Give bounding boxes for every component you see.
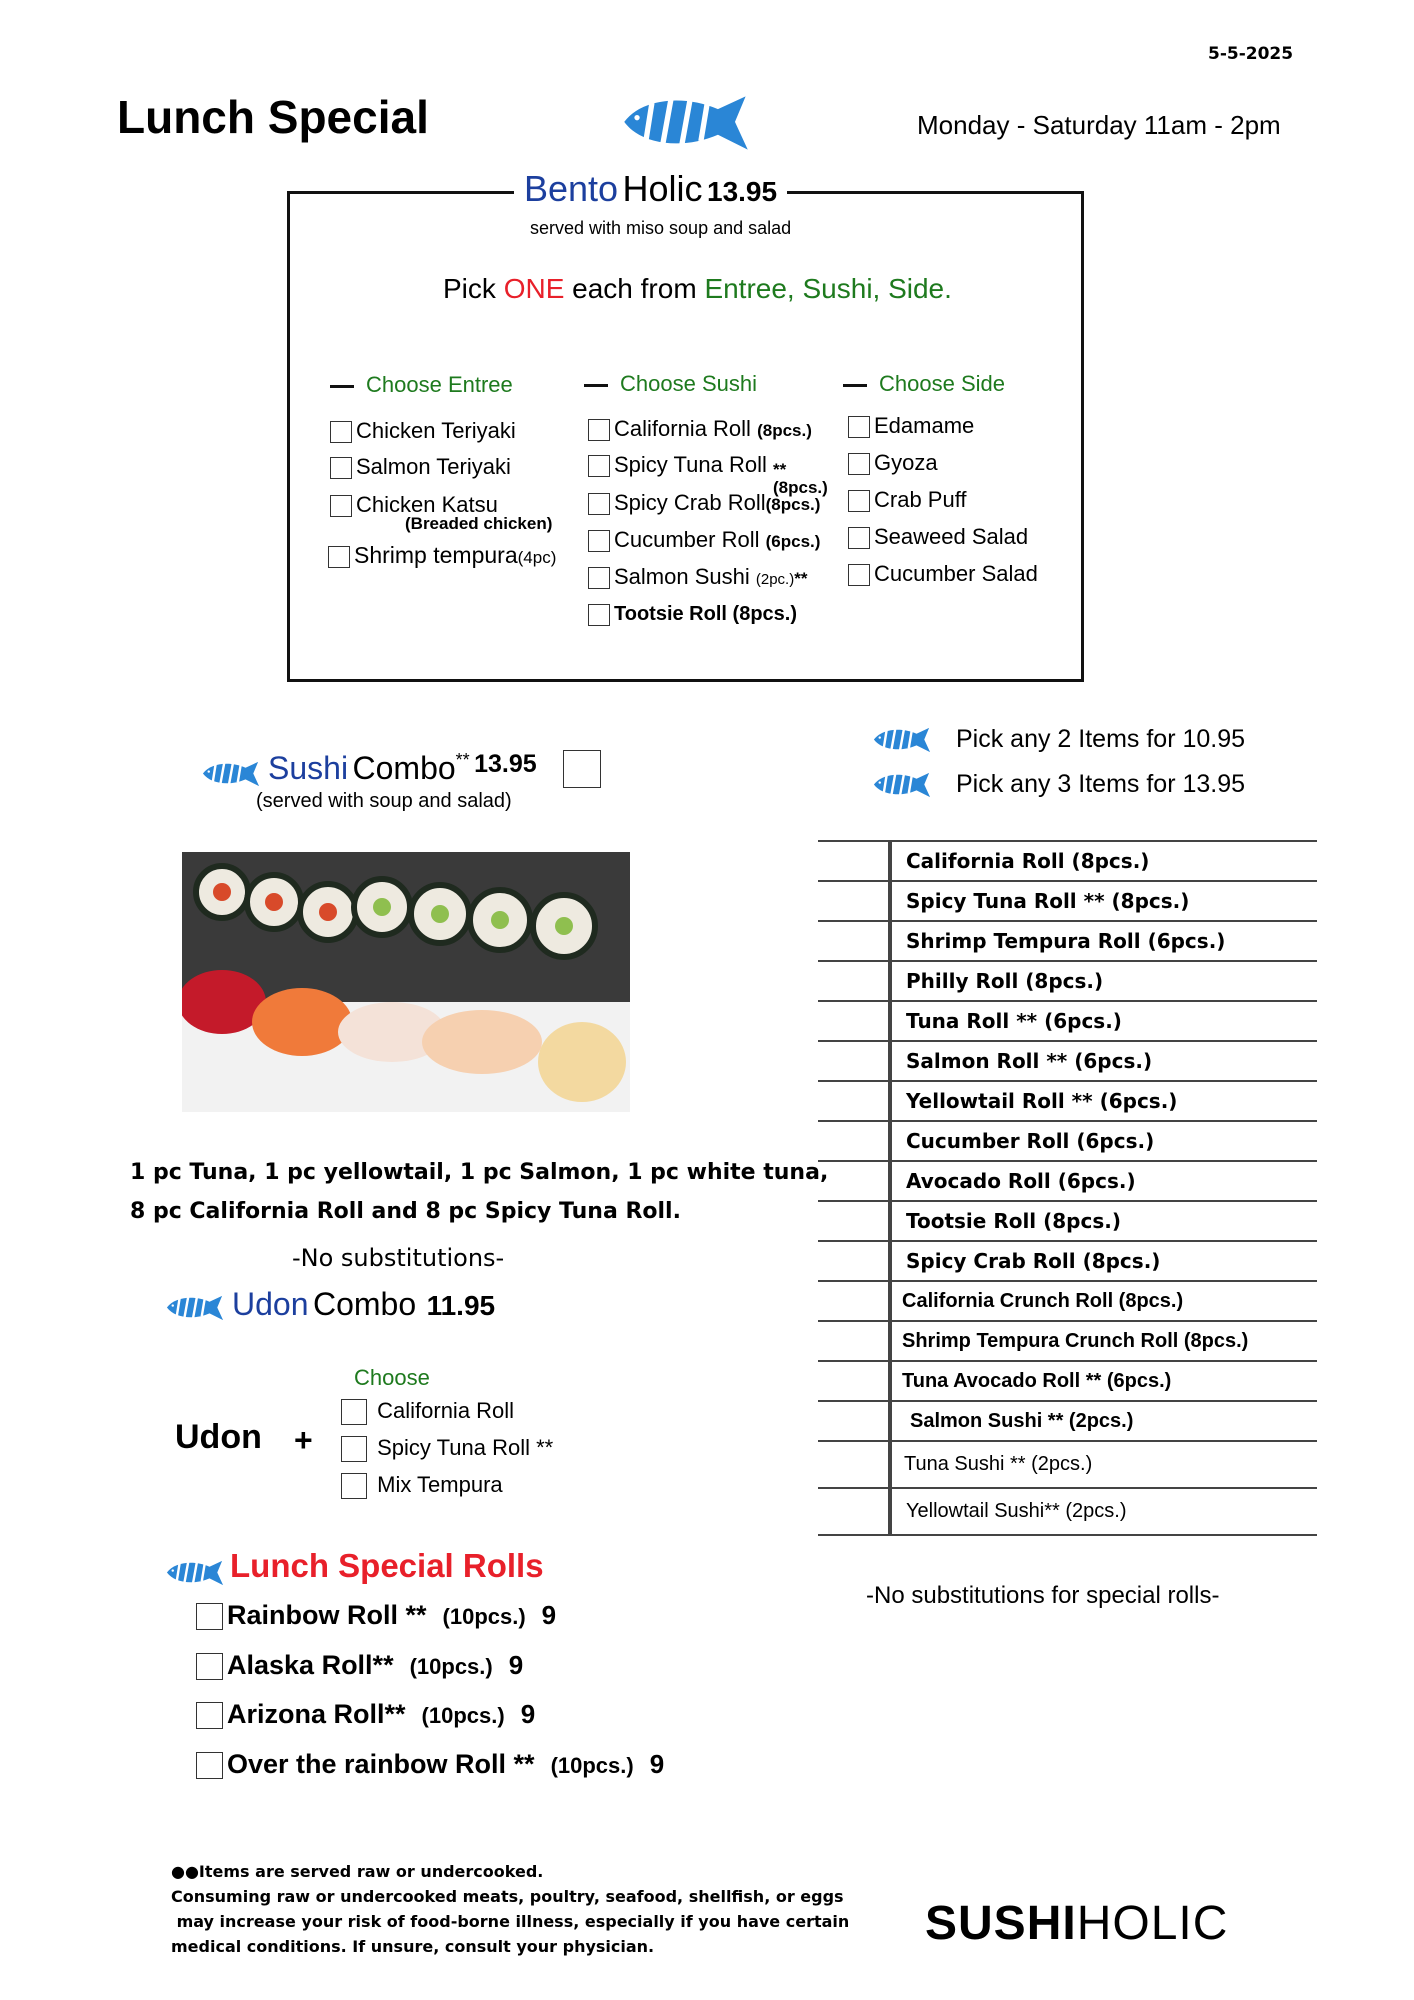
sushi-combo-title xyxy=(268,750,537,787)
fish-icon xyxy=(871,770,933,800)
checkbox-icon[interactable] xyxy=(196,1653,223,1680)
table-cell: Cucumber Roll (6pcs.) xyxy=(890,1121,1317,1161)
entree-heading: Choose Entree xyxy=(330,372,513,398)
disclaimer-line: Consuming raw or undercooked meats, poultry, seafood, shellfish, or eggs xyxy=(171,1887,844,1906)
sushi-combo-price: 13.95 xyxy=(474,750,537,778)
checkbox-icon[interactable] xyxy=(330,495,352,517)
page-title: Lunch Special xyxy=(117,91,429,143)
side-option[interactable]: Edamame xyxy=(848,413,974,439)
table-row[interactable] xyxy=(818,921,1317,961)
side-heading: Choose Side xyxy=(843,371,1005,397)
no-substitutions-special: -No substitutions for special rolls- xyxy=(866,1582,1220,1609)
table-cell: Salmon Roll ** (6pcs.) xyxy=(890,1041,1317,1081)
table-cell: California Crunch Roll (8pcs.) xyxy=(890,1281,1317,1321)
pick-two-text: Pick any 2 Items for 10.95 xyxy=(956,725,1246,753)
roll-choice-table xyxy=(818,840,1317,1536)
sushi-combo-name2: Combo xyxy=(352,750,456,786)
table-cell: Tootsie Roll (8pcs.) xyxy=(890,1201,1317,1241)
table-row[interactable] xyxy=(818,1281,1317,1321)
bento-title-part2: Holic xyxy=(622,168,703,209)
table-row[interactable] xyxy=(818,841,1317,881)
checkbox-icon[interactable] xyxy=(588,455,610,477)
udon-option[interactable]: Mix Tempura xyxy=(341,1472,503,1499)
table-cell: Avocado Roll (6pcs.) xyxy=(890,1161,1317,1201)
table-row[interactable] xyxy=(818,1081,1317,1121)
table-row[interactable] xyxy=(818,1361,1317,1401)
bento-price: 13.95 xyxy=(707,176,778,207)
table-cell: Yellowtail Sushi** (2pcs.) xyxy=(890,1488,1317,1535)
table-cell: Spicy Crab Roll (8pcs.) xyxy=(890,1241,1317,1281)
brand-light: HOLIC xyxy=(1076,1897,1229,1950)
bento-instruction xyxy=(443,273,952,305)
table-row[interactable] xyxy=(818,1401,1317,1441)
checkbox-icon[interactable] xyxy=(588,493,610,515)
checkbox-icon[interactable] xyxy=(848,564,870,586)
checkbox-icon[interactable] xyxy=(341,1399,367,1425)
special-roll-item[interactable]: Arizona Roll** (10pcs.) 9 xyxy=(196,1699,535,1730)
checkbox-icon[interactable] xyxy=(196,1603,223,1630)
table-row[interactable] xyxy=(818,1121,1317,1161)
fish-icon xyxy=(164,1558,226,1588)
brand-bold: SUSHI xyxy=(925,1897,1077,1950)
bento-title xyxy=(514,168,787,210)
sushi-combo-photo xyxy=(182,852,630,1112)
plus-sign: + xyxy=(294,1422,313,1458)
menu-date: 5-5-2025 xyxy=(1208,44,1294,64)
bento-title-part1: Bento xyxy=(524,168,619,209)
checkbox-icon[interactable] xyxy=(848,453,870,475)
table-row[interactable] xyxy=(818,1321,1317,1361)
table-row[interactable] xyxy=(818,961,1317,1001)
table-cell: Yellowtail Roll ** (6pcs.) xyxy=(890,1081,1317,1121)
udon-combo-name1: Udon xyxy=(232,1286,309,1322)
table-row[interactable] xyxy=(818,1441,1317,1488)
entree-option[interactable]: Chicken Katsu xyxy=(330,492,498,518)
checkbox-icon[interactable] xyxy=(328,546,350,568)
table-row[interactable] xyxy=(818,1161,1317,1201)
entree-option[interactable]: Shrimp tempura(4pc) xyxy=(328,542,556,569)
instruction-pick: Pick xyxy=(443,273,496,304)
checkbox-icon[interactable] xyxy=(588,604,610,626)
sushi-combo-subtitle: (served with soup and salad) xyxy=(256,790,512,812)
disclaimer-line: may increase your risk of food-borne illness, especially if you have certain xyxy=(171,1912,850,1931)
sushi-option[interactable]: Tootsie Roll (8pcs.) xyxy=(588,603,797,626)
table-cell: Spicy Tuna Roll ** (8pcs.) xyxy=(890,881,1317,921)
table-row[interactable] xyxy=(818,1488,1317,1535)
sushi-heading: Choose Sushi xyxy=(584,371,757,397)
udon-option[interactable]: California Roll xyxy=(341,1398,514,1425)
checkbox-icon[interactable] xyxy=(848,490,870,512)
table-row[interactable] xyxy=(818,1201,1317,1241)
checkbox-icon[interactable] xyxy=(588,567,610,589)
sushi-combo-desc-2: 8 pc California Roll and 8 pc Spicy Tuna Roll. xyxy=(130,1199,681,1224)
checkbox-icon[interactable] xyxy=(848,527,870,549)
brand-logo xyxy=(925,1896,1228,1951)
fish-logo-icon xyxy=(610,90,762,156)
fish-icon xyxy=(200,759,262,789)
special-rolls-heading: Lunch Special Rolls xyxy=(230,1547,544,1584)
udon-label: Udon xyxy=(175,1418,262,1456)
checkbox-icon[interactable] xyxy=(341,1436,367,1462)
sushi-combo-desc-1: 1 pc Tuna, 1 pc yellowtail, 1 pc Salmon, 1 pc white tuna, xyxy=(130,1160,829,1185)
checkbox-icon[interactable] xyxy=(330,421,352,443)
checkbox-icon[interactable] xyxy=(196,1702,223,1729)
instruction-one: ONE xyxy=(503,273,565,304)
special-roll-item[interactable]: Rainbow Roll ** (10pcs.) 9 xyxy=(196,1600,556,1631)
sushi-combo-checkbox[interactable] xyxy=(563,750,601,788)
instruction-each: each from xyxy=(572,273,697,304)
sushi-option[interactable]: Salmon Sushi (2pc.)** xyxy=(588,564,807,590)
table-cell: Shrimp Tempura Crunch Roll (8pcs.) xyxy=(890,1321,1317,1361)
table-row[interactable] xyxy=(818,1041,1317,1081)
side-option[interactable]: Cucumber Salad xyxy=(848,561,1038,587)
entree-option[interactable]: Salmon Teriyaki xyxy=(330,454,511,480)
table-cell: Salmon Sushi ** (2pcs.) xyxy=(890,1401,1317,1441)
checkbox-icon[interactable] xyxy=(341,1473,367,1499)
fish-icon xyxy=(164,1293,226,1323)
checkbox-icon[interactable] xyxy=(196,1752,223,1779)
table-cell: Philly Roll (8pcs.) xyxy=(890,961,1317,1001)
checkbox-icon[interactable] xyxy=(588,419,610,441)
sushi-option[interactable]: Spicy Crab Roll(8pcs.) xyxy=(588,490,820,516)
udon-combo-price: 11.95 xyxy=(426,1290,496,1321)
katsu-note: (Breaded chicken) xyxy=(405,514,553,533)
special-roll-item[interactable]: Over the rainbow Roll ** (10pcs.) 9 xyxy=(196,1749,664,1780)
checkbox-icon[interactable] xyxy=(588,530,610,552)
disclaimer-line: ●●Items are served raw or undercooked. xyxy=(171,1862,544,1881)
table-cell: Tuna Roll ** (6pcs.) xyxy=(890,1001,1317,1041)
side-option[interactable]: Seaweed Salad xyxy=(848,524,1028,550)
checkbox-icon[interactable] xyxy=(330,457,352,479)
table-cell: Tuna Avocado Roll ** (6pcs.) xyxy=(890,1361,1317,1401)
table-row[interactable] xyxy=(818,1241,1317,1281)
table-cell: Tuna Sushi ** (2pcs.) xyxy=(890,1441,1317,1488)
udon-combo-name2: Combo xyxy=(312,1286,417,1322)
pick-three-text: Pick any 3 Items for 13.95 xyxy=(956,770,1246,798)
sushi-combo-stars: ** xyxy=(455,750,470,770)
special-roll-item[interactable]: Alaska Roll** (10pcs.) 9 xyxy=(196,1650,523,1681)
no-substitutions: -No substitutions- xyxy=(292,1244,505,1272)
fish-icon xyxy=(871,725,933,755)
instruction-categories: Entree, Sushi, Side. xyxy=(704,273,952,304)
disclaimer xyxy=(171,1859,849,1959)
udon-option[interactable]: Spicy Tuna Roll ** xyxy=(341,1435,553,1462)
hours-text: Monday - Saturday 11am - 2pm xyxy=(917,110,1281,140)
table-cell: Shrimp Tempura Roll (6pcs.) xyxy=(890,921,1317,961)
sushi-option[interactable]: California Roll (8pcs.) xyxy=(588,416,812,442)
bento-subtitle: served with miso soup and salad xyxy=(530,218,792,238)
table-row[interactable] xyxy=(818,1001,1317,1041)
side-option[interactable]: Crab Puff xyxy=(848,487,967,513)
checkbox-icon[interactable] xyxy=(848,416,870,438)
sushi-option[interactable]: Cucumber Roll (6pcs.) xyxy=(588,527,820,553)
table-row[interactable] xyxy=(818,881,1317,921)
sushi-combo-name1: Sushi xyxy=(268,750,349,786)
side-option[interactable]: Gyoza xyxy=(848,450,938,476)
sushi-option[interactable]: Spicy Tuna Roll ** (8pcs.) xyxy=(588,452,837,478)
disclaimer-line: medical conditions. If unsure, consult your physician. xyxy=(171,1937,655,1956)
udon-combo-title xyxy=(232,1286,495,1323)
udon-choose-label: Choose xyxy=(354,1365,430,1390)
entree-option[interactable]: Chicken Teriyaki xyxy=(330,418,516,444)
table-cell: California Roll (8pcs.) xyxy=(890,841,1317,881)
